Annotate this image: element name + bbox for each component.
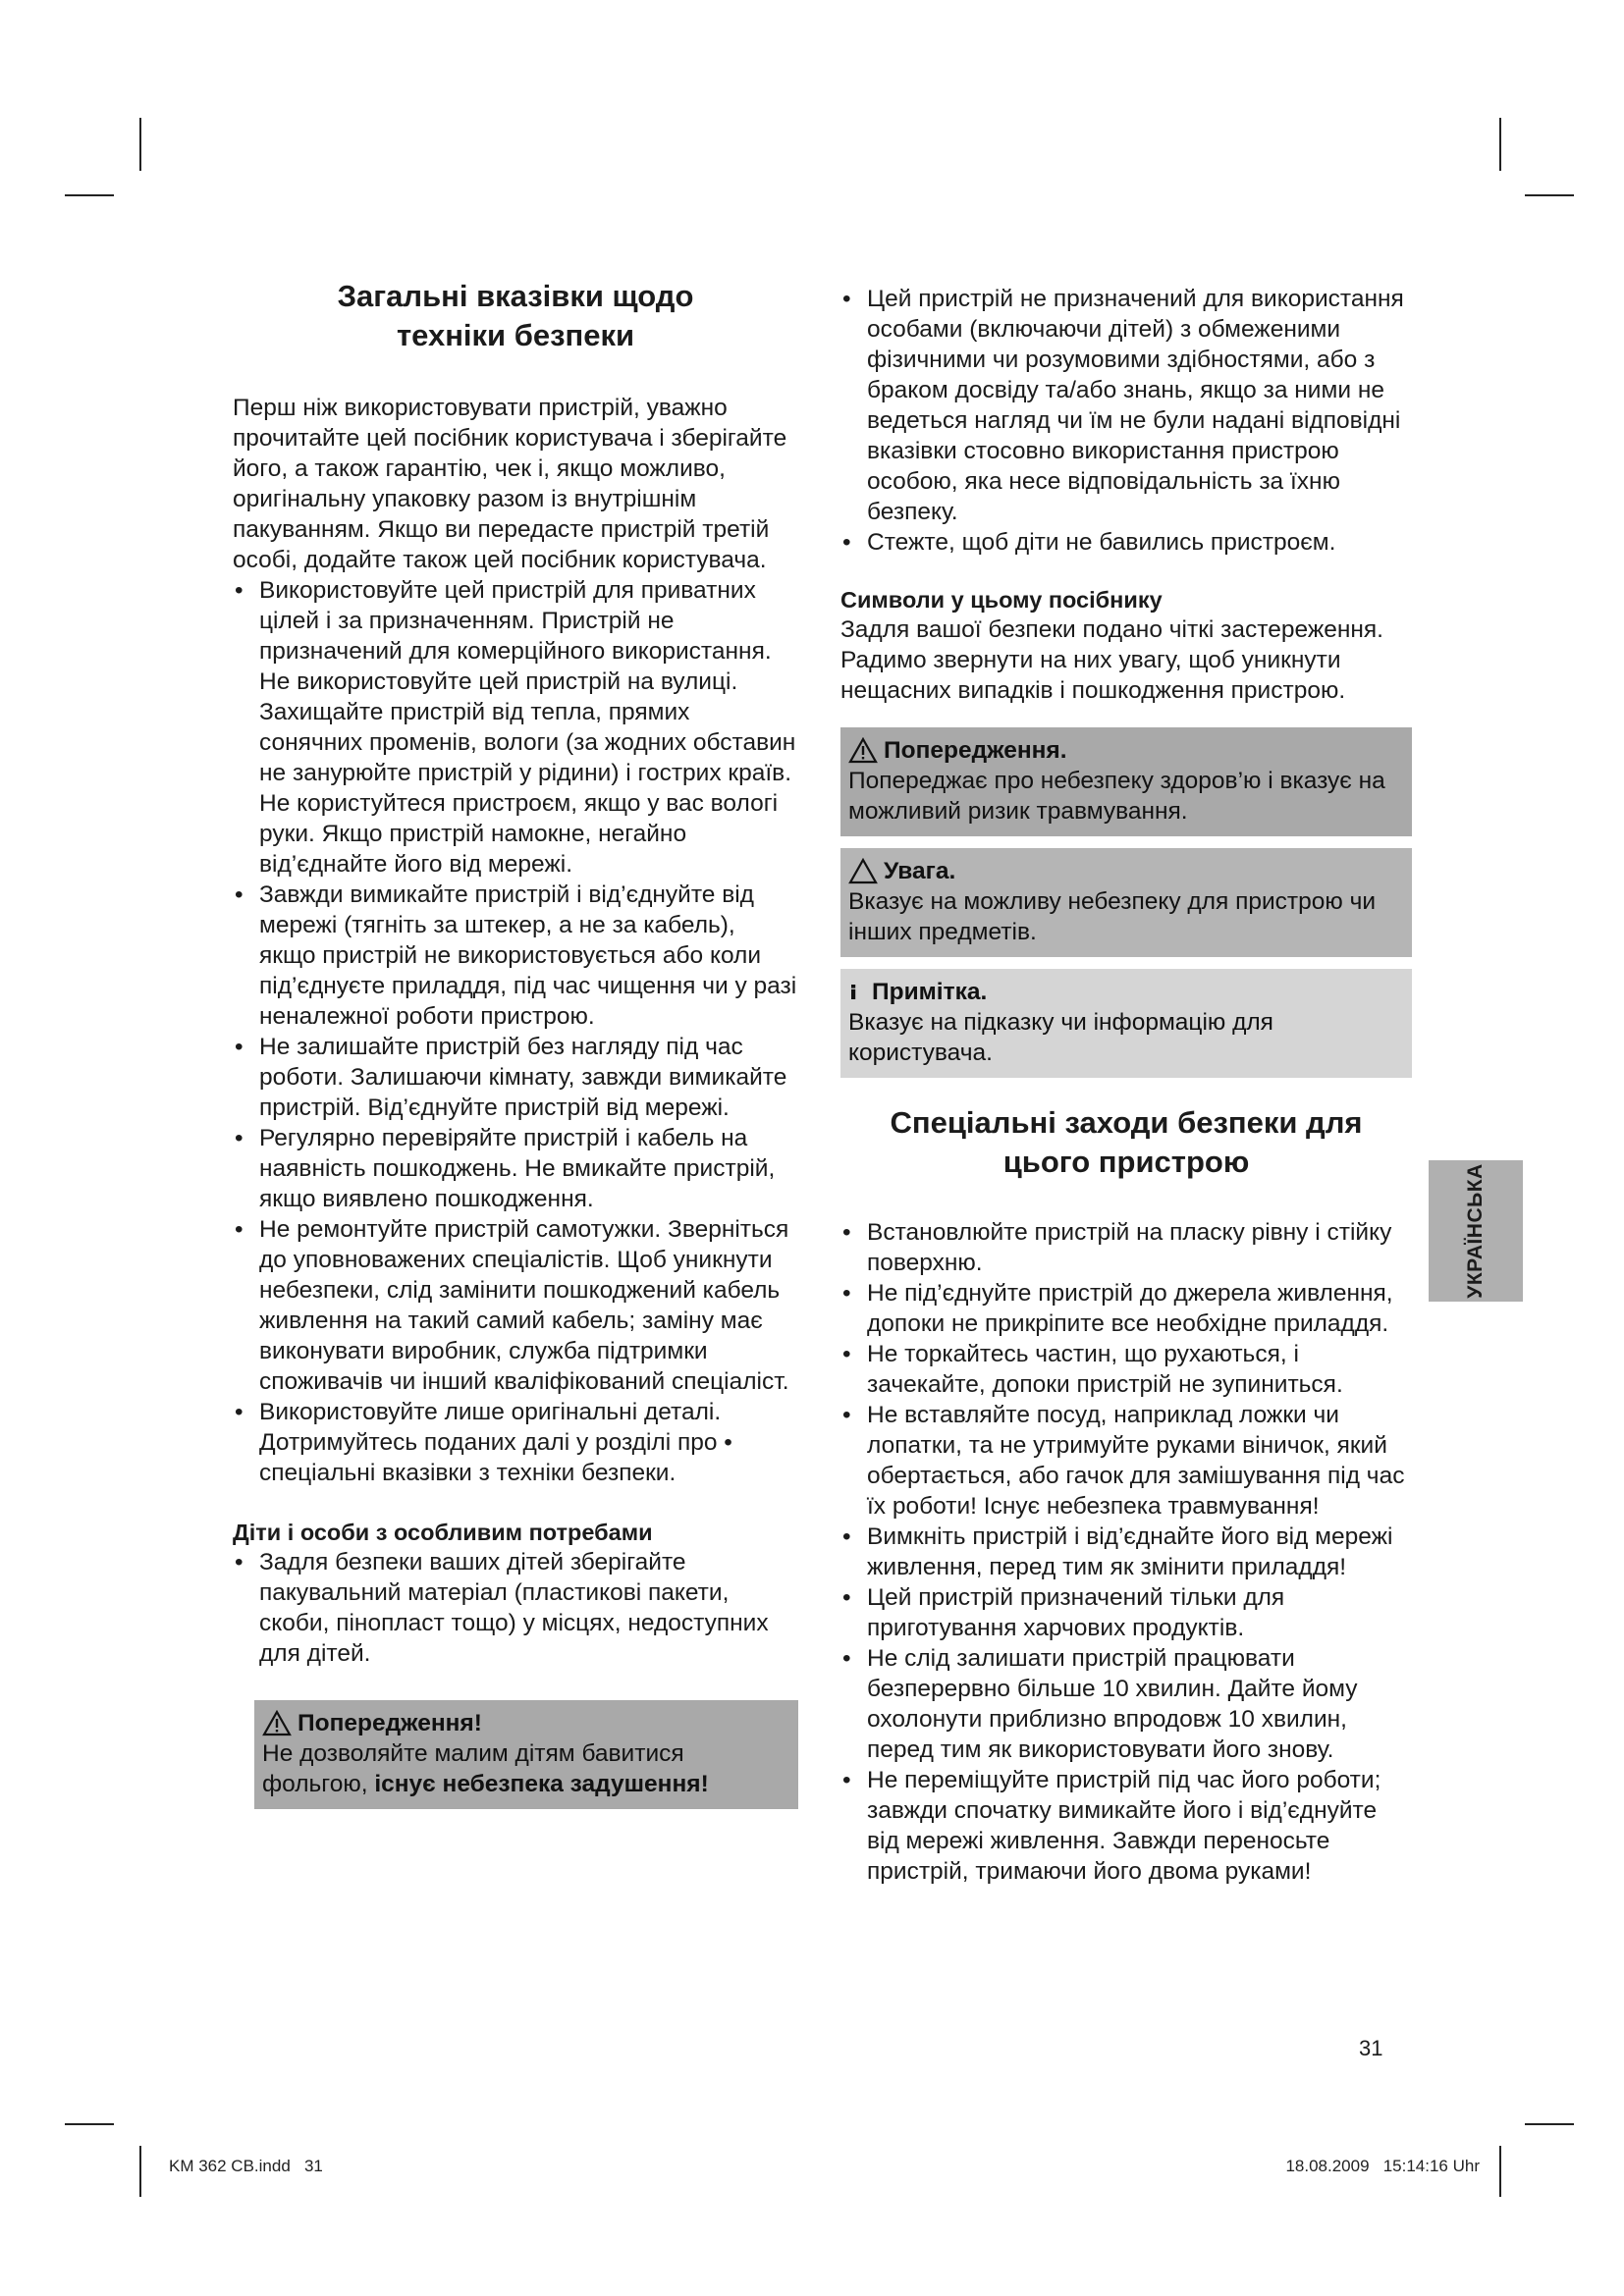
info-icon [848,979,866,1005]
children-list [233,1547,798,1669]
list-item: • Цей пристрій не призначений для використання особами (включаючи дітей) з обмеженими фізичними чи розумовими здібностями, або з браком досвіду та/або знань, якщо за ними не ведеться нагляд чи їм не були надані відповідні вказівки стосовно використання пристрою особою, яка несе відповідальність за їхню безпеку. [840,284,1412,527]
warning-text: Не дозволяйте малим дітям бавитися фольгою, існує небезпека задушення! [262,1740,709,1797]
warning-triangle-icon [262,1710,292,1736]
list-item: • Використовуйте цей пристрій для приватних цілей і за призначенням. Пристрій не призначений для комерційного використання. Не використовуйте цей пристрій на вулиці. Захищайте пристрій від тепла, прямих сонячних променів, вологи (за жодних обставин не занурюйте пристрій у рідини) і гострих країв. Не користуйтеся пристроєм, якщо у вас вологі руки. Якщо пристрій намокне, негайно від’єднайте його від мережі. [233,575,798,880]
caution-triangle-icon [848,858,878,884]
language-tab [1429,1160,1523,1302]
warning-triangle-icon [848,737,878,764]
callout-title-row [848,856,1404,886]
list-item: • Вимкніть пристрій і від’єднайте його від мережі живлення, перед тим як змінити приладдя! [840,1522,1412,1582]
list-item: • Не торкайтесь частин, що рухаються, і зачекайте, допоки пристрій не зупиниться. [840,1339,1412,1400]
symbols-heading: Символи у цьому посібнику [840,587,1163,613]
crop-mark [139,2146,141,2197]
left-column [233,277,798,1809]
intro-paragraph: Перш ніж використовувати пристрій, уважно прочитайте цей посібник користувача і зберігайте його, а також гарантію, чек і, якщо можливо, оригінальну упаковку разом із внутрішнім пакуванням. Якщо ви передасте пристрій третій особі, додайте також цей посібник користувача. [233,395,787,573]
callout-title: Увага. [884,858,956,884]
footer-file-info: KM 362 CB.indd 31 [169,2157,323,2175]
page-number: 31 [1359,2036,1383,2060]
warning-text-bold: існує небезпека задушення! [374,1771,709,1797]
list-item: • Не під’єднуйте пристрій до джерела живлення, допоки не прикріпите все необхідне приладдя. [840,1278,1412,1339]
list-item: • Не вставляйте посуд, наприклад ложки чи лопатки, та не утримуйте руками віничок, який обертається, або гачок для замішування під час їх роботи! Існує небезпека травмування! [840,1400,1412,1522]
crop-mark [1499,2146,1501,2197]
list-item: • Завжди вимикайте пристрій і від’єднуйте від мережі (тягніть за штекер, а не за кабель), якщо пристрій не використовується або коли під’єднуєте приладдя, під час чищення чи у разі неналежної роботи пристрою. [233,880,798,1032]
caution-callout [840,848,1412,957]
list-item: • Стежте, щоб діти не бавились пристроєм. [840,527,1412,558]
safety-title: Загальні вказівки щодо техніки безпеки [337,279,694,352]
general-safety-list [233,575,798,1488]
callout-title: Попередження. [884,737,1067,764]
callout-title-row [848,977,1404,1007]
crop-mark [65,2123,114,2125]
warning-callout [840,727,1412,836]
children-heading: Діти і особи з особливим потребами [233,1520,653,1545]
list-item: • Задля безпеки ваших дітей зберігайте пакувальний матеріал (пластикові пакети, скоби, пінопласт тощо) у місцях, недоступних для дітей. [233,1547,798,1669]
crop-mark [139,118,141,171]
list-item: • Встановлюйте пристрій на пласку рівну і стійку поверхню. [840,1217,1412,1278]
callout-text: Попереджає про небезпеку здоров’ю і вказує на можливий ризик травмування. [848,768,1385,825]
warning-title-row [262,1708,790,1738]
warning-title: Попередження! [298,1710,482,1736]
list-item: • Регулярно перевіряйте пристрій і кабель на наявність пошкоджень. Не вмикайте пристрій, якщо виявлено пошкодження. [233,1123,798,1214]
children-warning-box [254,1700,798,1809]
callout-text: Вказує на підказку чи інформацію для користувача. [848,1009,1273,1066]
callout-title: Примітка. [872,979,988,1005]
list-item: • Цей пристрій призначений тільки для приготування харчових продуктів. [840,1582,1412,1643]
persons-list [840,284,1412,558]
special-measures-list [840,1217,1412,1887]
note-callout [840,969,1412,1078]
list-item: • Не залишайте пристрій без нагляду під час роботи. Залишаючи кімнату, завжди вимикайте пристрій. Від’єднуйте пристрій від мережі. [233,1032,798,1123]
language-tab-label: УКРАЇНСЬКА [1464,1163,1487,1299]
list-item: • Використовуйте лише оригінальні деталі. Дотримуйтесь поданих далі у розділі про • спеціальні вказівки з техніки безпеки. [233,1397,798,1488]
crop-mark [1499,118,1501,171]
footer-timestamp: 18.08.2009 15:14:16 Uhr [1285,2157,1480,2175]
crop-mark [1525,194,1574,196]
list-item: • Не переміщуйте пристрій під час його роботи; завжди спочатку вимикайте його і від’єднуйте від мережі живлення. Завжди переносьте пристрій, тримаючи його двома руками! [840,1765,1412,1887]
crop-mark [1525,2123,1574,2125]
callout-title-row [848,735,1404,766]
symbols-text: Задля вашої безпеки подано чіткі застереження. Радимо звернути на них увагу, щоб уникнути нещасних випадків і пошкодження пристрою. [840,616,1383,704]
callout-text: Вказує на можливу небезпеку для пристрою чи інших предметів. [848,888,1377,945]
special-measures-title: Спеціальні заходи безпеки для цього пристрою [890,1105,1363,1179]
list-item: • Не ремонтуйте пристрій самотужки. Зверніться до уповноважених спеціалістів. Щоб уникнути небезпеки, слід замінити пошкоджений кабель живлення на такий самий кабель; заміну має виконувати виробник, служба підтримки споживачів чи інший кваліфікований спеціаліст. [233,1214,798,1397]
crop-mark [65,194,114,196]
right-column [840,284,1412,1887]
list-item: • Не слід залишати пристрій працювати безперервно більше 10 хвилин. Дайте йому охолонути приблизно впродовж 10 хвилин, перед тим як використовувати його знову. [840,1643,1412,1765]
